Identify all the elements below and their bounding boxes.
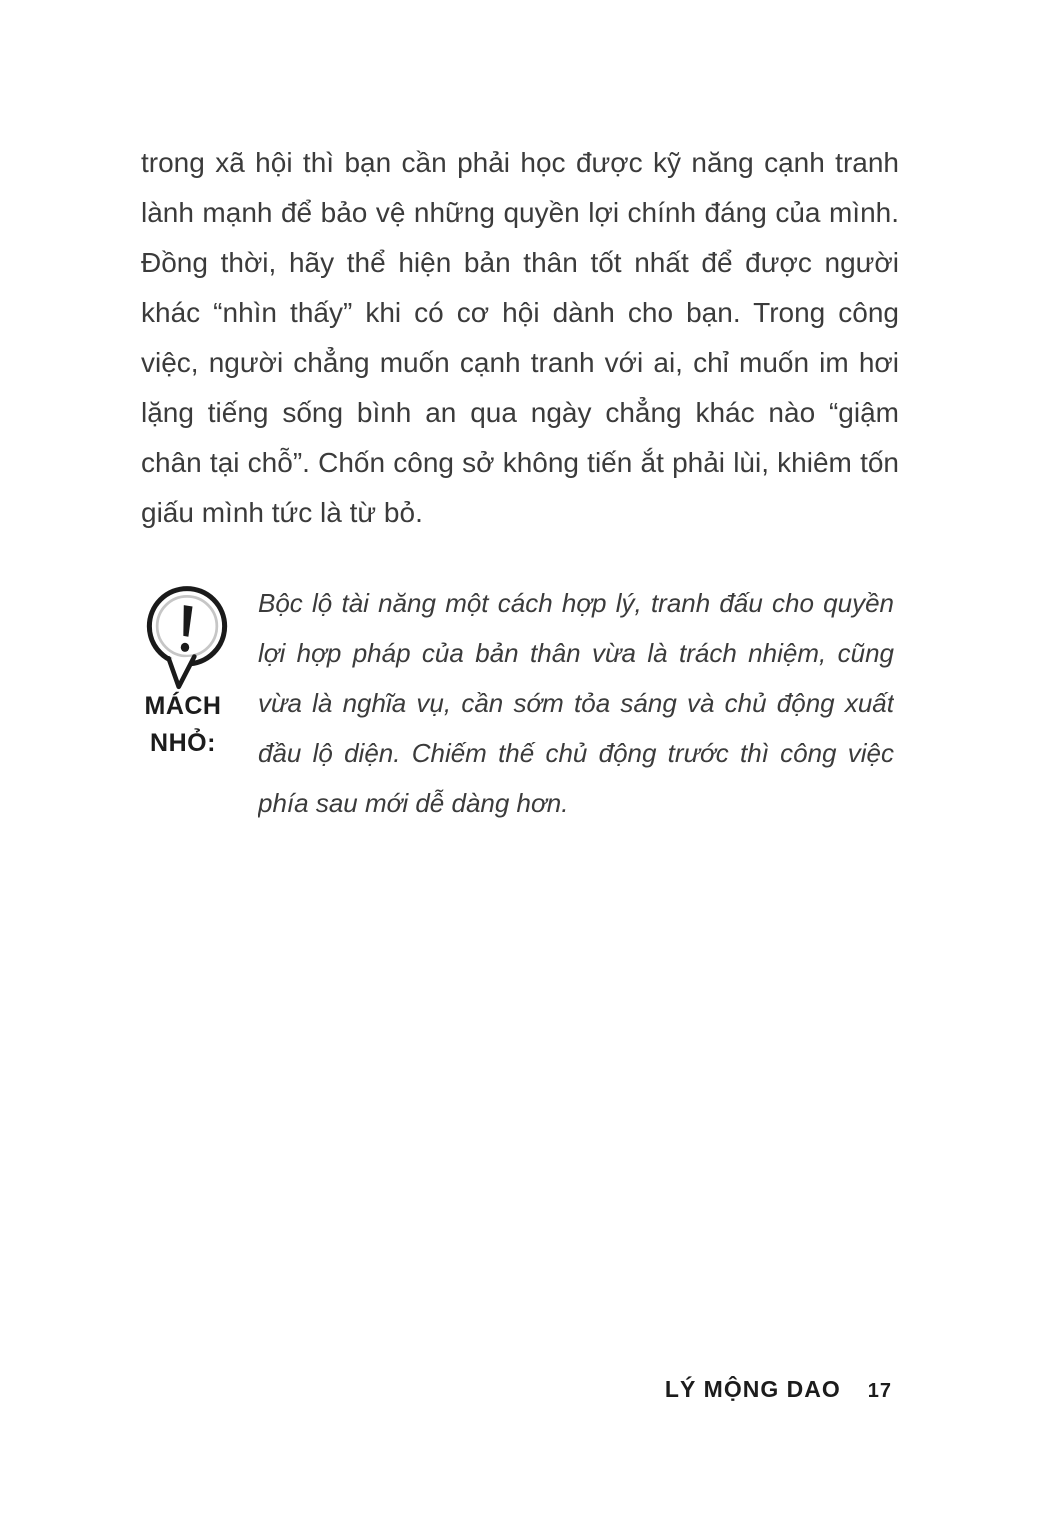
tip-label-line1: MÁCH	[144, 692, 222, 720]
page-number: 17	[867, 1380, 892, 1402]
tip-line: đầu lộ diện. Chiếm thế chủ động trước thì công việc	[258, 738, 894, 768]
tip-label	[123, 688, 243, 762]
body-line: Đồng thời, hãy thể hiện bản thân tốt nhất để được người	[141, 247, 899, 278]
body-line: trong xã hội thì bạn cần phải học được kỹ năng cạnh tranh	[141, 147, 899, 178]
body-line: việc, người chẳng muốn cạnh tranh với ai, chỉ muốn im hơi	[141, 347, 899, 378]
tip-line: lợi hợp pháp của bản thân vừa là trách nhiệm, cũng	[258, 638, 894, 668]
body-line: lành mạnh để bảo vệ những quyền lợi chính đáng của mình.	[141, 197, 899, 228]
page-footer	[665, 1376, 892, 1403]
tip-line: phía sau mới dễ dàng hơn.	[258, 788, 569, 818]
body-line: chân tại chỗ”. Chốn công sở không tiến ắt phải lùi, khiêm tốn	[141, 447, 899, 478]
tip-line: Bộc lộ tài năng một cách hợp lý, tranh đấu cho quyền	[258, 588, 894, 618]
body-line: khác “nhìn thấy” khi có cơ hội dành cho bạn. Trong công	[141, 297, 899, 328]
tip-line: vừa là nghĩa vụ, cần sớm tỏa sáng và chủ động xuất	[258, 688, 894, 718]
exclamation-speech-bubble-icon	[141, 584, 233, 698]
body-line: lặng tiếng sống bình an qua ngày chẳng khác nào “giậm	[141, 397, 899, 428]
body-paragraph	[141, 138, 899, 538]
author-name: LÝ MỘNG DAO	[664, 1376, 841, 1402]
tip-paragraph	[258, 578, 894, 828]
body-line: giấu mình tức là từ bỏ.	[141, 497, 423, 528]
tip-label-line2: NHỎ:	[150, 729, 216, 757]
